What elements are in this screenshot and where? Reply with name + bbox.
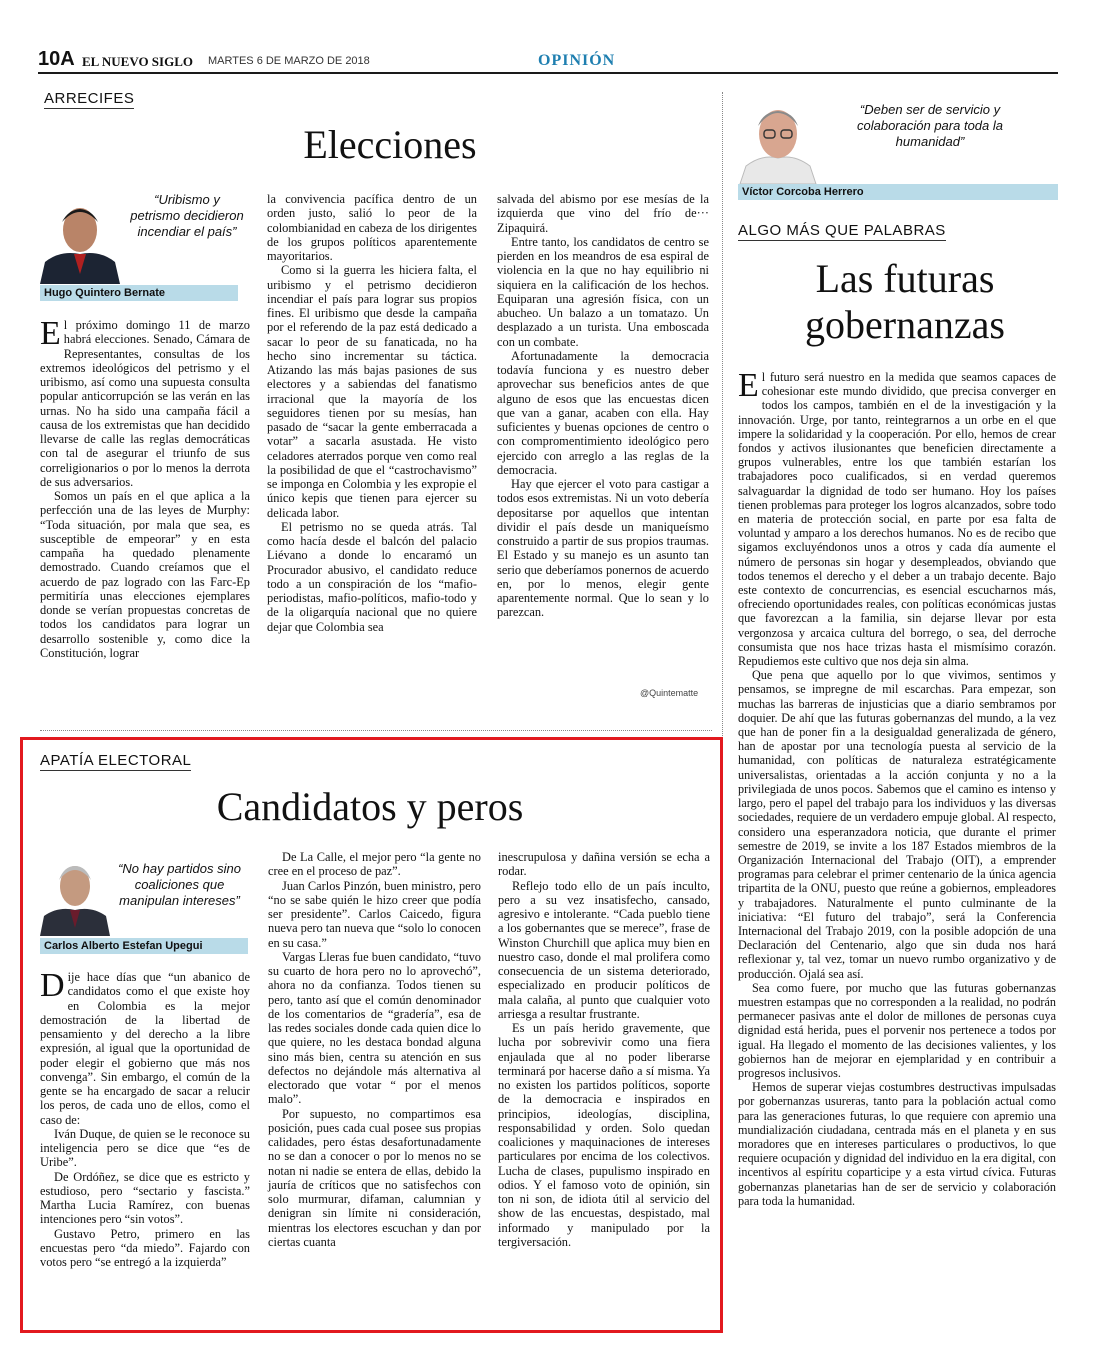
article-column <box>738 367 1056 1208</box>
newspaper-name: EL NUEVO SIGLO <box>82 54 193 69</box>
author-name: Carlos Alberto Estefan Upegui <box>40 938 248 954</box>
paragraph: Entre tanto, los candidatos de centro se pierden en los meandros de esa espiral de violencia en la que no hay equilibrio ni siquiera en la calificación de los hechos. Equiparan una agresión física, con un abucheo. Un balazo a un tomatazo. Un desplazado a un turista. Una emboscada con un combate. <box>497 234 709 349</box>
section-label: APATÍA ELECTORAL <box>40 752 192 769</box>
author-name: Víctor Corcoba Herrero <box>738 184 1058 200</box>
paragraph: De Ordóñez, se dice que es estricto y estudioso, pero “sectario y fascista.” Martha Lucia Ramírez, con buenas intenciones pero “sin votos”. <box>40 1169 250 1227</box>
author-portrait-icon <box>40 852 110 936</box>
article-headline: Elecciones <box>303 122 477 167</box>
paragraph: Hemos de superar viejas costumbres destructivas impulsadas por gobernanzas usureras, tanto para la población actual como para las generaciones futuras, lo que requiere con apremio una mundialización ciudadana, centrada más en el planeta y en sus moradores que en intereses particulares o productivos, lo que requiere ocupación y dignidad del individuo en la era digital, con incentivos al espíritu coparticipe y a esta virtud cívica. Futuras gobernanzas planetarias han de ser de servicio y colaboración para toda la humanidad. <box>738 1080 1056 1208</box>
article-column <box>498 850 710 1249</box>
article-column <box>267 192 477 634</box>
paragraph: Es un país herido gravemente, que lucha por sobrevivir como una fiera enjaulada que al no poder liberarse terminará por hacerse daño a sí misma. Ya no existen los partidos políticos, soporte de la democracia e inspirados en principios, ideologías, disciplina, responsabilidad y orden. Solo quedan coaliciones y maquinaciones de intereses particulares por encima de los colectivos. Lucha de clases, pupulismo inspirado en odios. Y el famoso voto de opinión, sin ton ni son, de idiota útil al servicio del show de las encuestas, despistado, mal informado y manipulado por la tergiversación. <box>498 1021 710 1249</box>
paragraph: Iván Duque, de quien se le reconoce su inteligencia pero se dice que “es de Uribe”. <box>40 1126 250 1170</box>
paragraph: Somos un país en el que aplica a la perfección una de las leyes de Murphy: “Toda situación, por mala que sea, es susceptible de empeorar” y en esta campaña ha quedado plenamente demostrado. Cuando creíamos que el acuerdo de paz logrado con las Farc-Ep permitiría unas elecciones ejemplares donde se verían propuestas concretas de todos los candidatos para lograr un desarrollo sostenible y, como dice la Constitución, lograr <box>40 489 250 660</box>
horizontal-divider <box>40 730 712 731</box>
issue-date: MARTES 6 DE MARZO DE 2018 <box>208 55 370 67</box>
article-column <box>268 850 481 1249</box>
author-name: Hugo Quintero Bernate <box>40 285 238 301</box>
paragraph: Reflejo todo ello de un país inculto, pero a su vez insatisfecho, cansado, agresivo e intolerante. “Cada pueblo tiene a los gobernantes que se merece”, frase de Winston Churchill que aplica muy bien en nuestro caso, donde el mal prolifera como consecuencia de un sistema deteriorado, especializado en producir políticos de mala calaña, al punto que cualquier voto arriesga a resultar frustrante. <box>498 878 710 1021</box>
author-photo <box>40 192 120 284</box>
paragraph: Por supuesto, no compartimos esa posición, pues cada cual posee sus propias calidades, pero éstas desafortunadamente no se dan a conocer o por lo menos no se notan ni nadie se entera de ellas, debido la jauría de críticos que no satisfechos con solo murmurar, difaman, calumnian y denigran sin límite ni consideración, mientras los electores escuchan y dan por ciertas cuanta <box>268 1106 481 1249</box>
paragraph: Dije hace días que “un abanico de candidatos como el que existe hoy en Colombia es la mejor demostración de la libertad de pensamiento y del derecho a la libre expresión, al igual que la oportunidad de poder elegir el gobierno que más nos convenga”. Sin embargo, el común de la gente se ha encargado de sacar a relucir los peros, de cada uno de ellos, como el caso de: <box>40 967 250 1127</box>
paragraph: la convivencia pacífica dentro de un orden justo, salió lo peor de la colombianidad en cabeza de los dirigentes de los grupos políticos aparentemente mayoritarios. <box>267 192 477 263</box>
author-portrait-icon <box>738 92 818 184</box>
paragraph: El próximo domingo 11 de marzo habrá elecciones. Senado, Cámara de Representantes, consultas de los extremos ideológicos del petrismo y el uribismo, así como una supuesta consulta popular anticorrupción se las verán en las urnas. No ha sido una campaña fácil a causa de los extremistas que han decidido llevarse de calle las reglas democráticas con tal de asegurar el triunfo de sus correligionarios o por lo menos la derrota de sus adversarios. <box>40 315 250 489</box>
pull-quote: “Uribismo y petrismo decidieron incendiar el país” <box>130 192 244 239</box>
section-title: OPINIÓN <box>538 52 616 69</box>
article-headline: Las futuras gobernanzas <box>805 256 1005 347</box>
paragraph: El petrismo no se queda atrás. Tal como hacía desde el balcón del palacio Liévano a donde lo encaramó un Procurador abusivo, el candidato reduce todo a un conspiración de los “mafio-periodistas, mafio-políticos, mafio-todo y de la oligarquía nacional que no quiere dejar que Colombia sea <box>267 519 477 634</box>
paragraph: salvada del abismo por ese mesías de la izquierda que vino del frío de··· Zipaquirá. <box>497 192 709 235</box>
paragraph: Afortunadamente la democracia todavía funciona y es nuestro deber aprovechar sus beneficios antes de que alguno de esos que las encuestas dicen que van a ganar, acaben con ella. Hay suficientes y buenas opciones de centro o con compromentimiento ideológico pero ejercido con arreglo a las reglas de la democracia. <box>497 348 709 477</box>
author-portrait-icon <box>40 192 120 284</box>
paragraph: El futuro será nuestro en la medida que seamos capaces de cohesionar este mundo dividido, que precisa converger en todos los campos, también en el de la investigación y la innovación. Urge, por tanto, reintegrarnos a un orbe en el que impere la solidaridad y la cooperación. Por ello, hemos de crear fondos y activos ilusionantes que beneficien directamente a grupos vulnerables, entre los que también estarían los trabajadores poco cualificados, si en verdad queremos salvaguardar la dignidad de todo ser humano. Hoy los países tienen problemas para proteger los logros alcanzados, sobre todo en materia de protección social, en parte por esa falta de voluntad y amparo a los derechos humanos. No es de recibo que sigamos excluyéndonos unos a otros y cada día aumente el número de personas sin hogar y desempleados, obviando que todos tenemos el derecho y el deber a un trabajo decente. Bajo este contexto de concurrencias, es esencial escucharnos más, ofreciendo oportunidades reales, con políticas económicas justas que favorezcan a la familia, sin dejarse llevar por esta vergonzosa y arcaica cultura del borrego, o sea, del derroche consumista que nos hace trizas hasta el mismísimo corazón. Repudiemos este cultivo que nos deja sin alma. <box>738 367 1056 669</box>
paragraph: Vargas Lleras fue buen candidato, “tuvo su cuarto de hora pero no lo aprovechó”, ahora no da confianza. Todos tienen su pero, tanto así que el común denominador de los comentarios de “gradería”, esa de las redes sociales donde cada quien dice lo que quiere, no les destaca bondad alguna sino más bien, centra su atención en sus defectos no dejándole más alternativa al electorado que votar “ por el menos malo”. <box>268 949 481 1107</box>
pull-quote: “No hay partidos sino coaliciones que manipulan intereses” <box>118 861 241 908</box>
article-column <box>40 967 250 1269</box>
author-photo <box>738 92 818 184</box>
page-header <box>38 48 1058 74</box>
article-headline: Candidatos y peros <box>216 784 524 829</box>
author-photo <box>40 852 110 936</box>
paragraph: Sea como fuere, por mucho que las futuras gobernanzas muestren estampas que no corresponden a la realidad, no podrán permanecer pasivas ante el dolor de millones de personas cuya dignidad está herida, pues el porvenir nos pertenece a todos por igual. Ha llegado el momento de las decisiones valientes, y los gobiernos han de mejorar en ejemplaridad y en contribuir a progresos inclusivos. <box>738 980 1056 1080</box>
paragraph: Hay que ejercer el voto para castigar a todos esos extremistas. Ni un voto debería depositarse por aquellos que intentan dividir el país desde un maniqueísmo construido a partir de sus propios traumas. El Estado y su manejo es un asunto tan serio que deberíamos ponernos de acuerdo en, por lo menos, elegir gente aparentemente normal. Que lo sean y lo parezcan. <box>497 477 709 620</box>
page-number: 10A <box>38 48 75 70</box>
section-label: ARRECIFES <box>44 90 135 107</box>
paragraph: Juan Carlos Pinzón, buen ministro, pero “no se sabe quién le hizo creer que podía ser presidente”. Carlos Caicedo, figura nueva pero tan nueva que “solo lo conocen en su casa.” <box>268 878 481 950</box>
article-column <box>497 192 709 620</box>
paragraph: Que pena que aquello por lo que vivimos, sentimos y pensamos, se impregne de mil escarchas. Para empezar, son muchas las barreras de injusticias que a diario sembramos por doquier. De ahí que las futuras gobernanzas del mundo, a la vez que han de poner fin a la desigualdad generalizada de género, han de apostar por una tecnología puesta al servicio de la humanidad, con políticas de naturaleza estratégicamente universalistas, orientadas a la acción conjunta y no a la privilegiada de unos pocos. Sabemos que el camino es intenso y largo, pero el papel del trabajo para los individuos y las diversas sociedades, requiere de un verdadero empuje global. Al respecto, considero una esperanzadora noticia, que durante el primer semestre de 2019, se invite a los 187 Estados miembros de la Organización Internacional del Trabajo (OIT), a emprender programas para celebrar el primer centenario de la única agencia tripartita de la ONU, puesto que reúne a gobiernos, empleadores y trabajadores. Naturalmente el punto culminante de la iniciativa: “El futuro del trabajo”, será la Conferencia Internacional del Trabajo 2019, con la posible adopción de una Declaración del Centenario, algo que sin duda nos hará reflexionar y, tal vez, tomar un nuevo rumbo organizativo y de producción. Ojalá sea así. <box>738 668 1056 981</box>
section-label: ALGO MÁS QUE PALABRAS <box>738 222 946 239</box>
pull-quote: “Deben ser de servicio y colaboración para toda la humanidad” <box>857 102 1003 149</box>
twitter-handle: @Quintematte <box>640 688 699 698</box>
article-column <box>40 315 250 660</box>
paragraph: De La Calle, el mejor pero “la gente no cree en el proceso de paz”. <box>268 850 481 879</box>
paragraph: Como si la guerra les hiciera falta, el uribismo y el petrismo decidieron incendiar el país para lograr sus propios fines. El uribismo que desde la campaña por el referendo de la paz está dedicado a sacar lo peor de su fanaticada, no ha hecho sino incrementar su táctica. Atizando las más bajas pasiones de sus electores y a sabiendas del fanatismo irracional que la mayoría de los seguidores tienen por su mesías, han pasado de “sacar la gente emberracada a votar” a sacarla asustada. He visto celadores aterrados porque ven como real la posibilidad de que el “castrochavismo” se imponga en Colombia y les expropie el único kepis que tienen para ejercer su delicada labor. <box>267 263 477 520</box>
paragraph: Gustavo Petro, primero en las encuestas pero “da miedo”. Fajardo con votos pero “se entregó a la izquierda” <box>40 1226 250 1269</box>
paragraph: inescrupulosa y dañina versión se echa a rodar. <box>498 850 710 879</box>
